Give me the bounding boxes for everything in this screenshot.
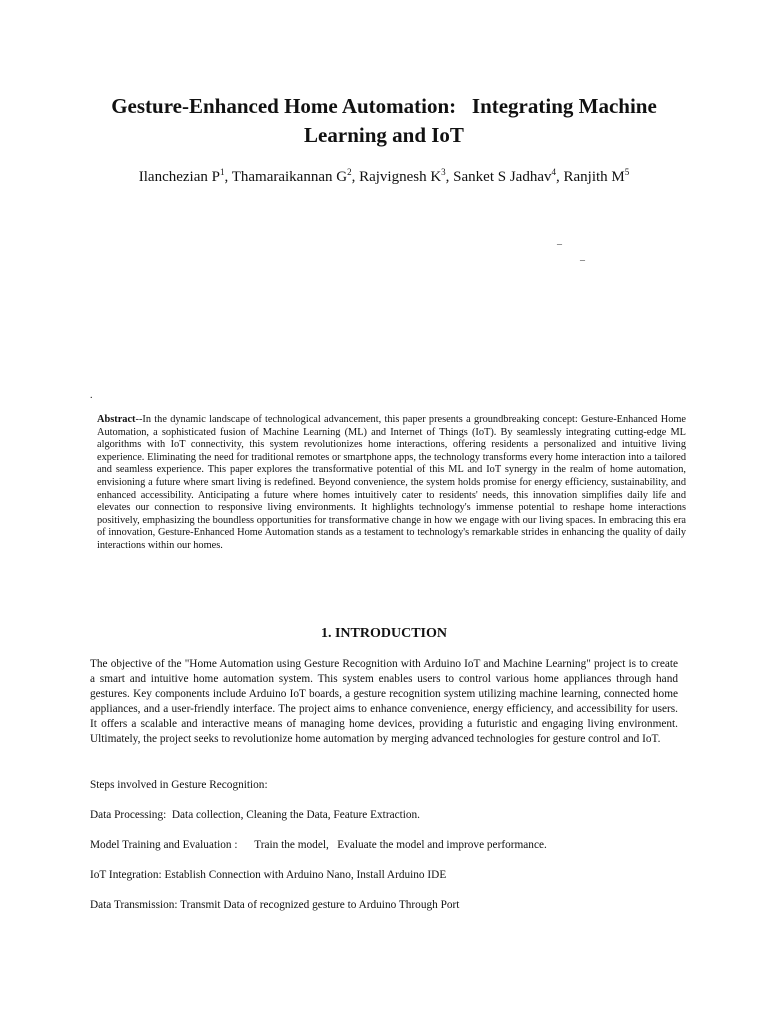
author-affiliation: 1: [219, 167, 225, 177]
stray-dot: .: [90, 390, 93, 401]
author-separator: ,: [224, 169, 232, 185]
author-name: Sanket S Jadhav: [453, 169, 552, 185]
author-separator: ,: [351, 169, 360, 185]
step-item: Data Transmission: Transmit Data of recognized gesture to Arduino Through Port: [90, 899, 460, 911]
author-separator: ,: [555, 169, 564, 185]
stray-mark: _: [557, 235, 562, 246]
author-name: Ranjith M: [563, 169, 625, 185]
step-item: Model Training and Evaluation : Train the model, Evaluate the model and improve performance.: [90, 839, 547, 851]
title-line-1: Gesture-Enhanced Home Automation: Integrating Machine: [111, 94, 657, 118]
author-name: Rajvignesh K: [359, 169, 442, 185]
step-item: IoT Integration: Establish Connection with Arduino Nano, Install Arduino IDE: [90, 869, 447, 881]
intro-paragraph: The objective of the "Home Automation using Gesture Recognition with Arduino IoT and Machine Learning" project is to create a smart and intuitive home automation system. This system enables users to control various home appliances through hand gestures. Key components include Arduino IoT boards, a gesture recognition system utilizing machine learning, connected home appliances, and a user-friendly interface. The project aims to enhance convenience, energy efficiency, and accessibility for users. It offers a scalable and interactive means of managing home devices, providing a futuristic and engaging living environment. Ultimately, the project seeks to revolutionize home automation by merging advanced technologies for gesture control and IoT.: [90, 658, 678, 745]
steps-label: Steps involved in Gesture Recognition:: [90, 779, 268, 791]
section-heading: 1. INTRODUCTION: [320, 626, 447, 641]
author-list: [60, 167, 708, 187]
author-affiliation: 2: [347, 167, 352, 177]
paper-title: [60, 92, 708, 150]
title-line-2: Learning and IoT: [304, 123, 464, 147]
stray-mark: _: [580, 251, 585, 262]
abstract: [97, 414, 686, 553]
abstract-label: Abstract: [97, 414, 136, 425]
author-separator: ,: [445, 169, 454, 185]
abstract-text: --In the dynamic landscape of technological advancement, this paper presents a groundbreaking concept: Gesture-Enhanced Home Automation, a sophisticated fusion of Machine Learning (ML) and Internet of Things (IoT). By seamlessly integrating cutting-edge ML algorithms with IoT connectivity, this system revolutionizes home interactions, offering residents a personalized and intuitive living experience. Eliminating the need for traditional remotes or smartphone apps, the technology transforms every home interaction into a tailored and seamless experience. This paper explores the transformative potential of this ML and IoT synergy in the realm of home automation, envisioning a future where smart living is redefined. Beyond convenience, the system holds promise for energy efficiency, sustainability, and enhanced accessibility. Anticipating a future where homes intuitively cater to residents' needs, this innovation simplifies daily life and elevates our connection to responsive living environments. It highlights technology's immense potential to reshape home interactions positively, emphasizing the boundless opportunities for transformative change in how we engage with our living spaces. In embracing this era of innovation, Gesture-Enhanced Home Automation stands as a testament to technology's remarkable strides in enhancing the quality of daily interactions within our homes.: [97, 414, 686, 551]
author-affiliation: 5: [624, 167, 630, 177]
author-affiliation: 3: [441, 167, 446, 177]
author-name: Thamaraikannan G: [231, 169, 348, 185]
author-name: Ilanchezian P: [138, 169, 220, 185]
author-affiliation: 4: [551, 167, 556, 177]
step-item: Data Processing: Data collection, Cleaning the Data, Feature Extraction.: [90, 809, 421, 821]
